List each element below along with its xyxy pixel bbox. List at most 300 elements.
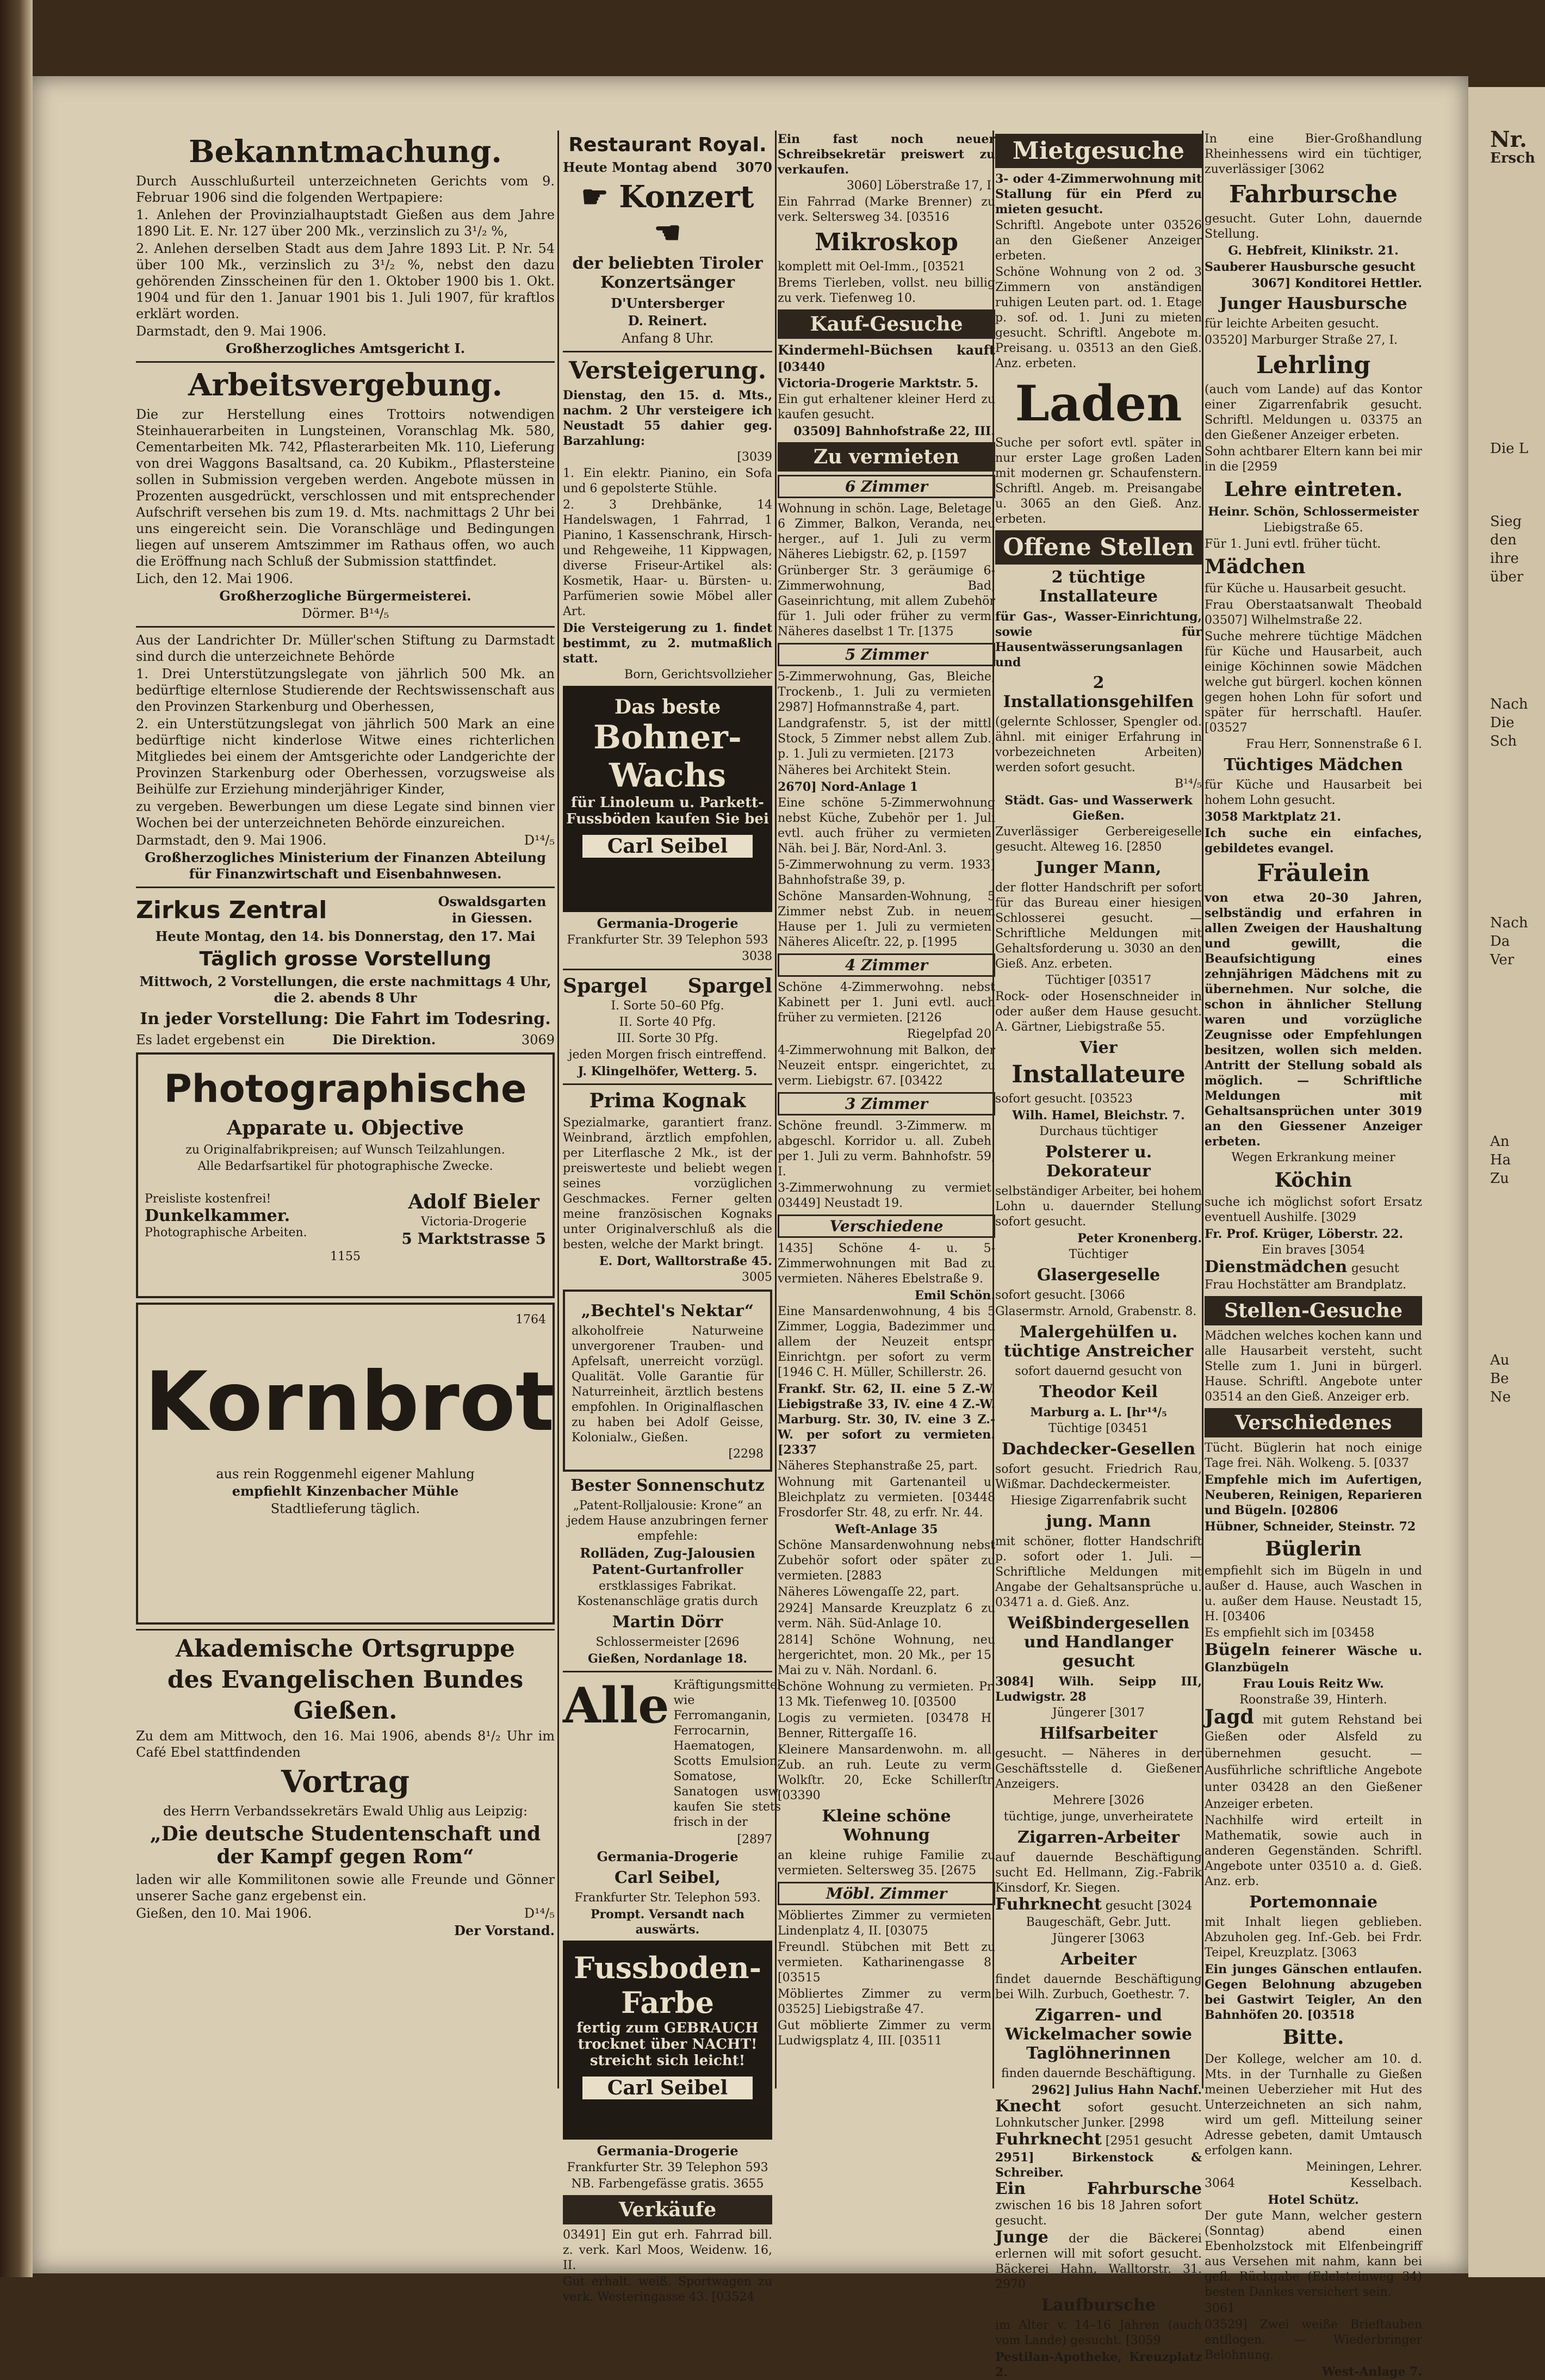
ad-code: [0337 (1374, 1456, 1409, 1470)
hilfsarbeiter-title: Hilfsarbeiter (1039, 1724, 1158, 1743)
text: im Alter v. 14–16 Jahren (auch vom Lande) gesucht. (995, 2319, 1202, 2347)
listing: Eine schöne 5-Zimmerwohnung nebst Küche, Zubehör per 1. Juli evtl. auch früher zu vermieten. Näh. bei J. Bär, Nord-Anl. 3. (778, 796, 995, 856)
installateure-title: Installateure (1012, 1061, 1186, 1088)
ad-code: [2675 (941, 1864, 977, 1877)
np-line: Ver (1490, 952, 1515, 968)
fuss-drogerie: Germania-Drogerie (597, 2143, 739, 2159)
listing: 03529] Zwei weiße Brieftauben entflogen. — Wiederbringer Belohnung. (1205, 2318, 1422, 2362)
kindermehl-line (778, 342, 995, 375)
bohner-title: Bohner-Wachs (593, 718, 742, 795)
ad-code: B¹⁴/₅ (1174, 777, 1202, 791)
photo-title: Photographische (164, 1067, 527, 1111)
kornbrot-title: Kornbrot (145, 1355, 555, 1449)
listing: Wohnung mit Gartenanteil u. Bleichplatz zu vermieten. [03448 Frosdorfer Str. 48, zu erfr. Nr. 44. (778, 1476, 995, 1520)
kleine-wohnung-title: Kleine schöne Wohnung (822, 1807, 951, 1845)
tuechtiges-maedchen-title: Tüchtiges Mädchen (1224, 755, 1403, 774)
np-line: Die (1490, 715, 1515, 731)
alle-text: Kräftigungsmittel wie Ferromanganin, Ferrocarnin, Haematogen, Scotts Emulsion, Somatose, Sanatogen usw. kaufen Sie stets frisch in der (673, 1678, 781, 1829)
listing (778, 716, 995, 762)
listing: Der Kollege, welcher am 10. d. Mts. in der Turnhalle zu Gießen meinen Ueberzieher mit Hut des Unterzeichneten an sich nahm, wird um gefl. Mitteilung seiner Adresse gebeten, damit Umtausch erfolgen kann. (1205, 2053, 1422, 2158)
text: Jüngerer (1052, 1706, 1106, 1720)
buegeln-title: Bügeln (1205, 1640, 1270, 1659)
verkaeufe-line (563, 2274, 772, 2305)
inst-title: 2 Installationsgehilfen (1003, 673, 1194, 711)
text: empfiehlt sich im Bügeln in und außer d. Hause, auch Waschen in u. außer dem Hause. Neustadt 15, H. (1205, 1564, 1422, 1623)
mietgesuche-heading: Mietgesuche (995, 134, 1202, 168)
ad-code: [2173 (919, 747, 954, 761)
vortrag-date (136, 1905, 555, 1922)
listing (995, 1931, 1202, 1947)
listing: Möbliertes Zimmer zu verm. 03525] Liebigstraße 47. (778, 1987, 995, 2016)
book-spine (0, 0, 33, 2277)
ad-code: [2850 (1126, 840, 1162, 854)
ad-code: [3039 (737, 450, 772, 464)
listing (995, 2318, 1202, 2348)
listing: Gut möblierte Zimmer zu verm. Ludwigsplatz 4, III. [03511 (778, 2019, 995, 2048)
np-line: ihre (1490, 550, 1519, 567)
listing: 1435] Schöne 4- u. 5-Zimmerwohnungen mit Bad zu vermieten. Näheres Ebelstraße 9. (778, 1242, 995, 1286)
vortrag-title: Vortrag (281, 1764, 409, 1800)
sonnenschutz-text: „Patent-Rolljalousie: Krone“ an jedem Hause anzubringen ferner empfehle: (567, 1499, 768, 1543)
bekanntmachung-date: Darmstadt, den 9. Mai 1906. (136, 324, 327, 339)
nektar-text: alkoholfreie Naturweine unvergorener Trauben- und Apfelsaft, unerreicht vorzügl. Qualität. Volle Garantie für Naturreinheit, ärztlich bestens empfohlen. In Originalflaschen zu haben bei Adolf Geisse, Kolonialw., Gießen. (572, 1324, 764, 1445)
listing: Schöne freundl. 3-Zimmerw. m. abgeschl. Korridor u. all. Zubeh. per 1. Juli zu verm. Bahnhofstr. 59, I. (778, 1119, 995, 1179)
divider (136, 361, 555, 363)
listing: Liebigstraße 65. (1263, 521, 1363, 535)
listing: selbständiger Arbeiter, bei hohem Lohn u. dauernder Stellung sofort gesucht. (995, 1185, 1202, 1229)
ad-code: [2298 (728, 1447, 764, 1461)
ad-code: B¹⁴/₅ (359, 606, 389, 621)
divider (136, 626, 555, 628)
listing (778, 563, 995, 640)
junge-title: Junge (995, 2228, 1048, 2247)
listing (995, 2099, 1202, 2131)
subheading-moebl-zimmer: Möbl. Zimmer (778, 1882, 995, 1905)
text: Schöne 4-Zimmerwohng. nebst Kabinett per 1. Juni evtl. auch früher zu vermieten. (778, 981, 995, 1025)
listing (778, 1043, 995, 1089)
listing: (gelernte Schlosser, Spengler od. ähnl. mit einiger Erfahrung in vorbezeichneten Arbeiten) werden sofort gesucht. (995, 715, 1202, 774)
listing: Für 1. Juni evtl. früher tücht. (1205, 537, 1381, 551)
text: sofort gesucht. (995, 1092, 1087, 1106)
listing: West-Anlage 7. (1321, 2365, 1422, 2379)
vortrag-quote: „Die deutsche Studentenschaft und der Kampf gegen Rom“ (150, 1823, 541, 1868)
listing: Frau Herr, Sonnenstraße 6 I. (1246, 737, 1422, 751)
ad-code: [3063 (1109, 1932, 1145, 1945)
ad-code: [2883 (846, 1569, 882, 1583)
photo-line: Photographische Arbeiten. (145, 1226, 307, 1239)
listing (1205, 1642, 1422, 1675)
listing-sign: Hübner, Schneider, Steinstr. 72 (1205, 1520, 1416, 1534)
listing-sign: Peter Kronenberg. (1077, 1231, 1202, 1245)
text: Schöne Mansarden-Wohnung, 5 Zimmer nebst Zub. in neuem Hause per 1. Juli zu vermieten. Näheres Aliceſtr. 22, p. (778, 890, 995, 949)
listing (1205, 1195, 1422, 1225)
np-line: Ersch (1490, 150, 1535, 166)
ad-code: [02806 (1290, 1503, 1338, 1517)
ad-code: [03440 (778, 360, 825, 374)
text: mit gutem Rehstand bei Gießen oder Alsfeld zu übernehmen gesucht. — Ausführliche schriftliche Angebote unter 03428 an den Gießener Anzeiger erbeten. (1205, 1713, 1422, 1811)
kognak-text: Spezialmarke, garantiert franz. Weinbrand, ärztlich empfohlen, per Literflasche 2 Mk., ist der preiswerteste und beliebt wegen seines vorzüglichen Geschmackes. Ferner gelten meine französischen Kognaks unter Originalverschluß als die besten, welche der Markt bringt. (563, 1116, 772, 1251)
text: gesucht (1351, 1262, 1399, 1275)
np-line: Nr. (1490, 127, 1527, 152)
listing: Schriftl. Angebote unter 03526 an den Gießener Anzeiger erbeten. (995, 219, 1202, 263)
text: Ein junges Gänschen entlaufen. Gegen Belohnung abzugeben bei Gastwirt Teigler, An den Bahnhöfen 20. (1205, 1962, 1422, 2022)
stiftung-text: 1. Drei Unterstützungslegate von jährlich 500 Mk. an bedürftige elternlose Studierende der Rechtswissenschaft aus den Provinzen Starkenburg und Oberhessen, (136, 666, 555, 714)
np-line: An (1490, 1133, 1510, 1150)
date: Gießen, den 10. Mai 1906. (136, 1906, 312, 1921)
text: mit Inhalt liegen geblieben. Abzuholen geg. Inf.-Geb. bei Frdr. Teipel, Kreuzplatz. (1205, 1916, 1422, 1960)
lehre-title: Lehre eintreten. (1224, 478, 1403, 501)
kornbrot-line: Stadtlieferung täglich. (270, 1501, 420, 1516)
np-line: Da (1490, 933, 1510, 950)
bekanntmachung-item: 1. Anlehen der Provinzialhauptstadt Gießen aus dem Jahre 1890 Lit. E. Nr. 127 über 200 Mk., verzinslich zu 3¹/₂ %, (136, 207, 555, 239)
polsterer-title: Polsterer u. Dekorateur (1045, 1143, 1152, 1181)
kauf-gesuche-heading: Kauf-Gesuche (778, 309, 995, 339)
text: Ein Fahrrad (Marke Brenner) zu verk. Seltersweg 34. (778, 195, 995, 224)
text: Heute Montag abend (563, 159, 717, 175)
fuss-address: Frankfurter Str. 39 Telephon 593 (567, 2161, 768, 2174)
text: In eine Bier-Großhandlung Rheinhessens wird ein tüchtiger, zuverlässiger (1205, 132, 1422, 176)
listing (1205, 1472, 1422, 1518)
fraeulein-title: Fräulein (1257, 859, 1370, 887)
listing: sofort dauernd gesucht von (1015, 1365, 1182, 1378)
listing: Hiesige Zigarrenfabrik sucht (1010, 1494, 1187, 1508)
listing: Ich suche ein einfaches, gebildetes evangel. (1205, 826, 1422, 856)
sekretaer-line: 3060] Löberstraße 17, I. (846, 179, 995, 193)
text: gesucht (1144, 2134, 1193, 2148)
np-line: Sch (1490, 733, 1517, 749)
fuss-line (563, 2177, 772, 2192)
arbeitsvergebung-title: Arbeitsvergebung. (188, 367, 503, 403)
herd-line: Ein gut erhaltener kleiner Herd zu kaufen gesucht. (778, 393, 995, 422)
listing: Rock- oder Hosenschneider in oder außer dem Hause gesucht. A. Gärtner, Liebigstraße 55. (995, 990, 1202, 1034)
listing: Der gute Mann, welcher gestern (Sonntag) abend einen Ebenholzstock mit Elfenbeingriff aus Versehen mit nahm, kann bei gefl. Rückgabe (Edelsteinweg 34) besten Dankes versichert sein. (1205, 2209, 1422, 2299)
kognak-sign: E. Dort, Walltorstraße 45. (599, 1254, 772, 1268)
ad-code: [03517 (1108, 974, 1152, 987)
listing-sign: Frau Louis Reitz Ww. (1243, 1677, 1384, 1691)
maler-name: Theodor Keil (1039, 1383, 1158, 1402)
zirkus-line: Täglich grosse Vorstellung (199, 948, 492, 970)
text: Tüchtiger (1045, 974, 1105, 987)
ad-code: [2998 (1129, 2116, 1165, 2130)
ad-code: [3066 (1090, 1288, 1125, 1302)
listing: Schöne Wohnung von 2 od. 3 Zimmern von anständigen ruhigen Leuten part. od. 1. Etage p. sof. od. 1. Juni zu mieten gesucht. Schriftl. Angebote m. Preisang. u. 03513 an den Gieß. Anz. erbeten. (995, 265, 1202, 370)
ad-code: 3061 (1205, 2302, 1235, 2315)
listing (995, 1405, 1202, 1420)
divider (563, 351, 772, 352)
dienstmaedchen-title: Dienstmädchen (1205, 1257, 1348, 1276)
knecht-title: Knecht (995, 2097, 1061, 2116)
column-2 (563, 131, 781, 2304)
ad-code: [2696 (704, 1635, 740, 1649)
text: Es ladet ergebenst ein (136, 1032, 285, 1048)
bekanntmachung-item: 2. Anlehen derselben Stadt aus dem Jahre 1893 Lit. P. Nr. 54 über 100 Mk., verzinslich zu 3¹/₂ %, nebst den dazu gehörenden Zinsscheinen für den 1. Oktober 1900 bis 1. Okt. 1904 und für den 1. Januar 1901 bis 1. Juli 1907, für kraftlos erklärt worden. (136, 241, 555, 321)
listing: 03520] Marburger Straße 27, I. (1205, 333, 1398, 347)
photo-subtitle: Apparate u. Objective (227, 1117, 464, 1139)
divider (136, 1629, 555, 1631)
ad-code: [3024 (1157, 1899, 1193, 1913)
sonnenschutz-line: Rolläden, Zug-Jalousien Patent-Gurtanfroller (580, 1545, 755, 1577)
listing (995, 973, 1202, 988)
column-5 (1205, 131, 1422, 2379)
ad-code: [3017 (1109, 1706, 1145, 1720)
junger-mann-title: Junger Mann, (1035, 858, 1162, 877)
listing: Näheres Löwengaſſe 22, part. (778, 1585, 960, 1599)
stiftung-sign: Großherzogliches Ministerium der Finanzen Abteilung für Finanzwirtschaft und Eisenbahnwesen. (145, 850, 546, 882)
kornbrot-line: empfiehlt Kinzenbacher Mühle (232, 1483, 459, 1499)
listing-sign: Meiningen, Lehrer. (1306, 2160, 1422, 2174)
listing (1205, 1915, 1422, 1961)
sonnenschutz-name: Martin Dörr (612, 1613, 723, 1632)
listing: Weſt-Anlage 35 (835, 1522, 938, 1536)
nektar-ad (563, 1290, 772, 1472)
ad-code: 1764 (516, 1313, 546, 1327)
listing: 3-Zimmerwohnung zu vermiet. 03449] Neustadt 19. (778, 1181, 995, 1210)
listing (778, 501, 995, 562)
listing (995, 1421, 1202, 1436)
text: Wohnung in schön. Lage, Beletage, 6 Zimmer, Balkon, Veranda, neu herger., auf 1. Juli zu verm. Näheres Liebigstr. 62, p. (778, 502, 995, 561)
zu-vermieten-heading: Zu vermieten (778, 442, 995, 472)
photo-line: zu Originalfabrikpreisen; auf Wunsch Teilzahlungen. (185, 1143, 505, 1157)
listing (1205, 2176, 1422, 2191)
zirkus-location: Oswaldsgarten in Giessen. (438, 894, 547, 926)
np-line: Die L (1490, 441, 1529, 457)
bitte-title: Bitte. (1282, 2026, 1344, 2049)
mikroskop-title: Mikroskop (815, 228, 958, 256)
listing: Kleinere Mansardenwohn. m. all. Zub. an ruh. Leute zu verm. Wolkſtr. 20, Ecke Schillerſtr. [03390 (778, 1743, 995, 1802)
divider (563, 1671, 772, 1672)
alle-name: Carl Seibel, (614, 1868, 721, 1887)
ad-code: [3029 (1321, 1211, 1357, 1224)
ad-code: [03406 (1223, 1610, 1265, 1623)
signer-name: Dörmer. (301, 606, 356, 621)
fuss-line: trocknet über NACHT! streicht sich leicht! (578, 2036, 758, 2069)
sonnenschutz-address: Gießen, Nordanlage 18. (587, 1652, 748, 1666)
ad-code: 3069 (521, 1032, 555, 1048)
ad-code: [03523 (1090, 1092, 1133, 1106)
arbeiter-title: Arbeiter (1060, 1950, 1137, 1969)
vortrag-line: laden wir alle Kommilitonen sowie alle Freunde und Gönner unserer Sache ganz ergebenst ein. (136, 1872, 555, 1904)
subheading-3-zimmer: 3 Zimmer (778, 1092, 995, 1115)
listing: für Küche und Hausarbeit bei hohem Lohn gesucht. (1205, 778, 1422, 807)
arbeitsvergebung-text: Die zur Herstellung eines Trottoirs notwendigen Steinhauerarbeiten in Lungsteinen, Voranschlag Mk. 580, Cementarbeiten Mk. 742, Pflasterarbeiten Mk. 110, Lieferung von drei Waggons Basaltsand, ca. 20 Kubikm., Pflastersteine sollen in Submission vergeben werden. Angebote müssen in Prozenten ausgedrückt, verschlossen und mit entsprechender Aufschrift versehen bis zum 19. d. Mts. nachmittags 2 Uhr bei uns eingereicht sein. Die Voranschläge und Bedingungen liegen auf unserem Amtszimmer im Rathaus offen, wo auch die Eröffnung nach Schluß der Submission stattfindet. (136, 407, 555, 569)
spargel-line: I. Sorte 50–60 Pfg. (611, 999, 724, 1013)
listing: Suche mehrere tüchtige Mädchen für Küche und Hausarbeit, auch einige Köchinnen sowie Mädchen welche gut bürgerl. kochen können gegen hohen Lohn für sofort und später für herrschaftl. Hauſer. [03527 (1205, 630, 1422, 735)
spargel-titles (563, 975, 772, 997)
listing: Eine Mansardenwohnung, 4 bis 5 Zimmer, Loggia, Badezimmer und allem der Neuzeit entspr. Einrichtgn. per sofort zu verm. [1946 C. H. Müller, Schillerstr. 26. (778, 1305, 995, 1379)
listing-sign: Städt. Gas- und Wasserwerk Gießen. (1004, 794, 1193, 823)
listing: auf dauernde Beschäftigung sucht Ed. Hellmann, Zig.-Fabrik Kinsdorf, Kr. Siegen. (995, 1851, 1202, 1895)
ad-code: [03458 (1331, 1626, 1375, 1640)
ad-code: [03518 (1307, 2008, 1355, 2022)
listing: tüchtige, junge, unverheiratete (1003, 1810, 1194, 1824)
zirkus-footer (136, 1032, 555, 1048)
listing (1205, 1706, 1422, 1812)
kognak-title: Prima Kognak (589, 1089, 746, 1112)
ad-code: [1597 (932, 548, 967, 561)
photo-ad (136, 1052, 555, 1298)
text: sofort gesucht. (995, 1288, 1087, 1302)
listing: Möbliertes Zimmer zu vermieten. Lindenplatz 4, II. [03075 (778, 1909, 995, 1938)
restaurant-title: Restaurant Royal. (568, 134, 767, 156)
ad-code: 3038 (742, 950, 772, 963)
ad-code: D¹⁴/₅ (524, 1906, 555, 1921)
stiftung-text: 2. ein Unterstützungslegat von jährlich 500 Mark an eine bedürftige nicht kinderlose Witwe eines richterlichen Mitgliedes bei einem der Amtsgerichte oder Landgerichte der Provinzen Starkenburg oder Oberhessen, vorzugsweise als Beihülfe zur Erziehung minderjähriger Kinder, (136, 716, 555, 797)
bohnerwachs-ad (563, 686, 772, 912)
text: sofort gesucht. Lohnkutscher Junker. (995, 2101, 1202, 2130)
listing: 2951] Birkenstock & Schreiber. (995, 2150, 1202, 2180)
stiftung-date (136, 832, 555, 848)
laufbursche-title: Laufbursche (1041, 2296, 1156, 2315)
listing: Hotel Schütz. (1268, 2193, 1359, 2207)
alle-address: Frankfurter Str. Telephon 593. (574, 1891, 761, 1905)
text: Gut erhalt. weiß. Sportwagen zu verk. Westeringasse 43. (563, 2275, 772, 2304)
listing (778, 1538, 995, 1584)
vier-title: Vier (1079, 1038, 1118, 1057)
column-rule (557, 131, 559, 2088)
zirkus-ad (136, 892, 555, 1048)
listing: Suche per sofort evtl. später in nur erster Lage großen Laden mit modernen gr. Schaufenstern. Schriftl. Angeb. m. Preisangabe u. 3065 an den Gieß. Anz. erbeten. (995, 436, 1202, 526)
text: Marburg a. L. (1030, 1405, 1122, 1420)
column-4 (995, 131, 1202, 2379)
photo-line: Dunkelkammer. (145, 1206, 290, 1225)
listing: Näheres bei Architekt Stein. (778, 764, 951, 777)
listing: Frankf. Str. 62, II. eine 5 Z.-W. Liebigstraße 33, IV. eine 4 Z.-W. Marburg. Str. 30, IV. eine 3 Z.-W. per sofort zu vermieten. [2337 (778, 1382, 995, 1457)
listing-sign: Wilh. Hamel, Bleichstr. 7. (1012, 1108, 1185, 1123)
fahrbursche-title: Fahrbursche (1229, 181, 1398, 208)
alle-line: Prompt. Versandt nach auswärts. (590, 1907, 745, 1937)
np-line: Sieg (1490, 513, 1522, 530)
stiftung-text: Aus der Landrichter Dr. Müller'schen Stiftung zu Darmstadt sind durch die unterzeichnete Behörde (136, 633, 555, 664)
listing-sign: Glasermstr. Arnold, Grabenstr. 8. (995, 1305, 1197, 1318)
zirkus-line: In jeder Vorstellung: Die Fahrt im Todesring. (140, 1009, 551, 1028)
ad-code: [2951 (1105, 2134, 1141, 2148)
alle-ad (563, 1677, 781, 1831)
bohner-address: Frankfurter Str. 39 Telephon 593 (567, 933, 768, 947)
listing: Frau Oberstaatsanwalt Theobald 03507] Wilhelmstraße 22. (1205, 598, 1422, 627)
ad-code: 3655 (733, 2177, 764, 2191)
listing: für Gas-, Wasser-Einrichtung, sowie für Hausentwässerungsanlagen und (995, 610, 1202, 670)
text: feinerer Wäsche u. Glanzbügeln (1205, 1644, 1422, 1675)
spargel-line: II. Sorte 40 Pfg. (619, 1015, 716, 1029)
text: Kindermehl-Büchsen kauft (778, 342, 995, 358)
listing (1205, 132, 1422, 177)
listing: 5-Zimmerwohnung zu verm. 1933] Bahnhofstraße 39, p. (778, 858, 995, 887)
spargel-title: Spargel (563, 975, 648, 997)
hausbursche-title: Junger Hausbursche (1219, 294, 1407, 313)
versteigerung-line: Dienstag, den 15. d. Mts., nachm. 2 Uhr versteigere ich Neustadt 55 dahier geg. Barzahlung: (563, 388, 772, 448)
alle-drogerie: Germania-Drogerie (597, 1849, 739, 1864)
listing: Roonstraße 39, Hinterh. (1239, 1693, 1387, 1707)
text: Es empfiehlt sich im (1205, 1626, 1328, 1640)
ad-code: [03524 (711, 2290, 755, 2304)
fuss-line: fertig zum GEBRAUCH (576, 2020, 759, 2036)
np-line: Ha (1490, 1152, 1511, 1168)
lehrling-title: Lehrling (1256, 351, 1371, 379)
text: Empfehle mich im Aufertigen, Neuberen, Reinigen, Reparieren und Bügeln. (1205, 1473, 1422, 1517)
listing: Baugeschäft, Gebr. Jutt. (1026, 1916, 1171, 1929)
verkaeufe-heading: Verkäufe (563, 2195, 772, 2224)
text: zwischen 16 bis 18 Jahren sofort gesucht. (995, 2199, 1202, 2228)
portemonnaie-title: Portemonnaie (1249, 1893, 1378, 1912)
sekretaer-line: Ein fast noch neuer Schreibsekretär preiswert zu verkaufen. (778, 132, 995, 177)
zirkus-title: Zirkus Zentral (136, 896, 327, 924)
listing: Mädchen welches kochen kann und alle Hausarbeit versteht, sucht Stelle zum 1. Juni in bürgerl. Hause. Schriftl. Angebote unter 03514 an den Gieß. Anzeiger erb. (1205, 1329, 1422, 1404)
subheading-4-zimmer: 4 Zimmer (778, 953, 995, 977)
bekanntmachung-title: Bekanntmachung. (189, 134, 502, 170)
akademische-title: Gießen. (293, 1697, 398, 1725)
listing: Logis zu vermieten. [03478 H. Benner, Rittergaſſe 16. (778, 1712, 995, 1740)
photo-drogerie: Victoria-Drogerie (421, 1215, 527, 1229)
text: der die Bäckerei erlernen will mit sofort gesucht. Bäckerei Hahn, Walltorstr. 31. (995, 2232, 1202, 2276)
text: Landgrafenstr. 5, ist der mittl. Stock, 5 Zimmer nebst allem Zub., p. 1. Juli zu vermieten. (778, 717, 995, 761)
sonnenschutz-line (563, 1635, 772, 1650)
verschiedenes-heading: Verschiedenes (1205, 1408, 1422, 1437)
divider (563, 1083, 772, 1085)
fussboden-ad (563, 1941, 772, 2140)
buegelerin-title: Büglerin (1265, 1538, 1362, 1560)
ad-code: 1155 (330, 1250, 361, 1263)
np-line: Nach (1490, 696, 1528, 712)
kornbrot-ad (136, 1303, 555, 1625)
spargel-line: III. Sorte 30 Pfg. (617, 1032, 718, 1045)
text: Kesselbach. (1350, 2177, 1422, 2190)
zirkus-line: Mittwoch, 2 Vorstellungen, die erste nachmittags 4 Uhr, die 2. abends 8 Uhr (139, 974, 551, 1006)
subheading-verschiedene: Verschiedene (778, 1214, 995, 1238)
herd-line: 03509] Bahnhofstraße 22, III. (793, 424, 995, 438)
listing: Riegelpfad 20. (907, 1027, 995, 1041)
bekanntmachung-sign: Großherzogliches Amtsgericht I. (225, 340, 466, 356)
listing: der flotter Handschrift per sofort für das Bureau einer hiesigen Schlosserei gesucht. — Schriftliche Meldungen mit Gehaltsforderung u. 3030 an den Gieß. Anz. erbeten. (995, 881, 1202, 971)
vortrag-line: des Herrn Verbandssekretärs Ewald Uhlig aus Leipzig: (163, 1803, 528, 1819)
ad-code: [hr¹⁴/₅ (1126, 1405, 1167, 1420)
text: Die Direktion. (332, 1032, 436, 1048)
text: Sohn achtbarer Eltern kann bei mir in die (1205, 445, 1422, 474)
listing: 2924] Mansarde Kreuzplatz 6 zu verm. Näh. Süd-Anlage 10. (778, 1602, 995, 1631)
np-line: Nach (1490, 915, 1528, 931)
mikroskop-line: komplett mit Oel-Imm., [03521 (778, 260, 966, 274)
listing (995, 2181, 1202, 2229)
alle-title: Alle (563, 1677, 669, 1734)
konzert-title (563, 179, 772, 251)
spargel-sign: J. Klingelhöfer, Wetterg. 5. (578, 1064, 758, 1079)
listing: Nachhilfe wird erteilt in Mathematik, sowie auch in anderen Gegenständen. Schriftl. Angebote unter 03510 a. d. Gieß. Anz. erb. (1205, 1814, 1422, 1888)
text: Zuverlässiger Gerbereigeselle gesucht. Alteweg 16. (995, 825, 1202, 854)
listing (778, 1679, 995, 1710)
listing: 3- oder 4-Zimmerwohnung mit Stallung für ein Pferd zu mieten gesucht. (995, 172, 1202, 216)
listing: 3067] Konditorei Hettler. (1251, 276, 1422, 290)
versteigerung-sign: Born, Gerichtsvollzieher (624, 668, 772, 681)
text: Konzert (619, 179, 754, 215)
fahrrad-line (778, 195, 995, 225)
listing: Sauberer Hausbursche gesucht (1205, 260, 1416, 274)
versteigerung-line: Die Versteigerung zu 1. findet bestimmt, zu 2. mutmaßlich statt. (563, 621, 772, 666)
listing (995, 1706, 1202, 1721)
text: 4-Zimmerwohnung mit Balkon, der Neuzeit entspr. eingerichtet, zu verm. Liebigstr. 67. (778, 1044, 995, 1088)
dachdecker-title: Dachdecker-Gesellen (1001, 1440, 1196, 1459)
listing: Emil Schön. (914, 1288, 995, 1303)
listing: für Küche u. Hausarbeit gesucht. (1205, 582, 1406, 596)
restaurant-line (563, 159, 772, 176)
text: Ein braves (1261, 1243, 1326, 1257)
vortrag-sign: Der Vorstand. (454, 1923, 555, 1938)
kindermehl-line: Victoria-Drogerie Marktstr. 5. (778, 376, 978, 391)
listing: Tüchtiger (1069, 1248, 1128, 1261)
listing: 2670] Nord-Anlage 1 (778, 780, 919, 794)
column-rule (1202, 131, 1203, 2088)
ad-code: [3062 (1289, 163, 1325, 176)
listing: 3058 Marktplatz 21. (1205, 810, 1342, 824)
akademische-title: Akademische Ortsgruppe (175, 1635, 516, 1663)
